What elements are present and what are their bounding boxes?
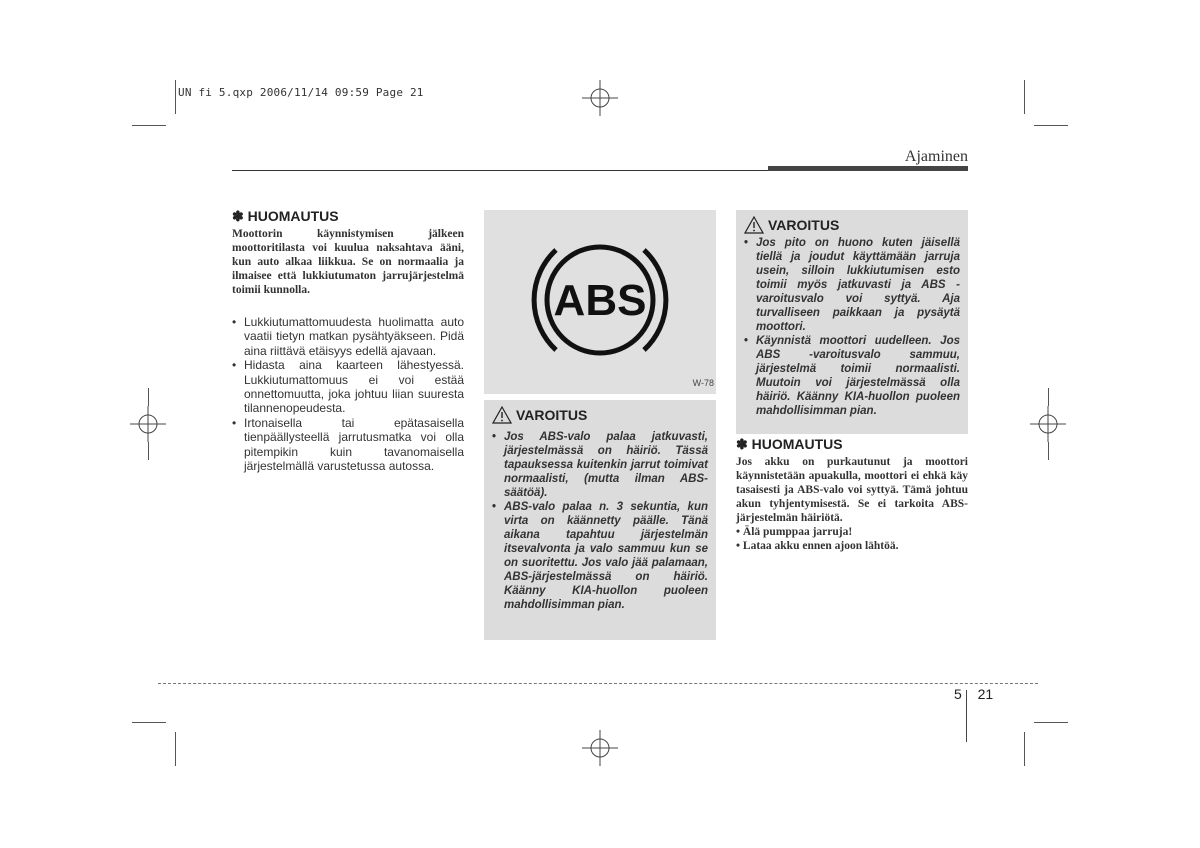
warning-triangle-icon bbox=[744, 216, 764, 234]
side-tick-right bbox=[1048, 388, 1049, 406]
bullet-icon: • bbox=[744, 237, 749, 249]
bullet-list bbox=[232, 315, 464, 473]
list-item: • Lataa akku ennen ajoon lähtöä. bbox=[736, 540, 899, 552]
list-item: • Älä pumppaa jarruja! bbox=[736, 526, 853, 538]
note-symbol-icon: ✽ bbox=[736, 436, 748, 452]
note-list bbox=[736, 525, 968, 553]
registration-mark-right bbox=[1030, 406, 1066, 442]
bullet-icon: • bbox=[232, 315, 237, 329]
warning-triangle-icon bbox=[492, 406, 512, 424]
warning-box bbox=[484, 400, 716, 640]
figure-code: W-78 bbox=[692, 378, 714, 388]
crop-mark-tl-v bbox=[175, 80, 176, 114]
page-number bbox=[954, 686, 993, 702]
note-heading bbox=[736, 436, 968, 453]
warning-title: VAROITUS bbox=[768, 217, 840, 233]
page-number-value: 21 bbox=[977, 686, 994, 702]
crop-mark-tl-h bbox=[132, 125, 166, 126]
warning-list bbox=[744, 236, 960, 418]
crop-mark-bl-h bbox=[132, 722, 166, 723]
crop-mark-bl-v bbox=[175, 732, 176, 766]
note-text: Moottorin käynnistymisen jälkeen moottoritilasta voi kuulua naksahtava ääni, kun auto alkaa liikkua. Se on normaalia ja ilmaisee että lukkiutumaton jarrujärjestelmä toimii kunnolla. bbox=[232, 228, 464, 296]
abs-warning-light-icon bbox=[484, 210, 716, 394]
crop-mark-br-v bbox=[1024, 732, 1025, 766]
list-item: • Käynnistä moottori uudelleen. Jos ABS -varoitusvalo sammuu, järjestelmä toimii normaalisti. Muutoin voi järjestelmässä olla häiriö. Käänny KIA-huollon puoleen mahdollisimman pian. bbox=[744, 335, 960, 417]
abs-label: ABS bbox=[553, 276, 647, 325]
note-heading bbox=[232, 208, 464, 225]
registration-mark-top bbox=[582, 80, 618, 116]
list-item: • Irtonaisella tai epätasaisella tienpäällysteellä jarrutusmatka voi olla pitempikin kuin tavanomaisella järjestelmällä varustetussa autossa. bbox=[232, 415, 464, 474]
warning-heading bbox=[492, 406, 587, 424]
registration-mark-left bbox=[130, 406, 166, 442]
warning-list bbox=[492, 430, 708, 612]
header-rule-accent bbox=[768, 166, 968, 171]
header-rule bbox=[232, 170, 768, 171]
registration-mark-bottom bbox=[582, 730, 618, 766]
list-item: • ABS-valo palaa n. 3 sekuntia, kun virta on käännetty päälle. Tänä aikana tapahtuu järjestelmän itsevalvonta ja valo sammuu kun se on suoritettu. Jos valo jää palamaan, ABS-järjestelmässä on häiriö. Käänny KIA-huollon puoleen mahdollisimman pian. bbox=[492, 501, 708, 611]
bullet-icon: • bbox=[736, 540, 743, 552]
bullet-icon: • bbox=[492, 501, 497, 513]
crop-mark-tr-v bbox=[1024, 80, 1025, 114]
bullet-icon: • bbox=[232, 358, 237, 373]
note-title: HUOMAUTUS bbox=[247, 208, 339, 224]
note-text: Jos akku on purkautunut ja moottori käynnistetään apuakulla, moottori ei ehkä käy tasaisesti ja ABS-valo voi syttyä. Tämä johtuu akun tyhjentymisestä. Se ei tarkoita ABS-järjestelmän häiriötä. bbox=[736, 456, 968, 524]
bullet-icon: • bbox=[492, 431, 497, 443]
note-box bbox=[736, 436, 968, 553]
list-item: • Hidasta aina kaarteen lähestyessä. Lukkiutumattomuus ei voi estää onnettomuutta, joka johtuu liian suuresta tilannenopeudesta. bbox=[232, 358, 464, 416]
list-item: • Jos pito on huono kuten jäisellä tiellä ja joudut käyttämään jarruja usein, silloin lukkiutumisen esto toimii myös jatkuvasti ja ABS -varoitusvalo voi syttyä. Aja turvalliseen paikkaan ja pysäytä moottori. bbox=[744, 237, 960, 333]
abs-figure bbox=[484, 210, 716, 394]
warning-title: VAROITUS bbox=[516, 407, 588, 423]
side-tick-right-b bbox=[1048, 442, 1049, 460]
bullet-icon: • bbox=[744, 335, 749, 347]
bullet-icon: • bbox=[736, 526, 743, 538]
crop-mark-tr-h bbox=[1034, 125, 1068, 126]
warning-heading bbox=[744, 216, 839, 234]
print-slug: UN fi 5.qxp 2006/11/14 09:59 Page 21 bbox=[178, 86, 424, 99]
side-tick-left bbox=[148, 388, 149, 406]
note-title: HUOMAUTUS bbox=[751, 436, 843, 452]
list-item: • Lukkiutumattomuudesta huolimatta auto vaatii tietyn matkan pysähtyäkseen. Pidä aina riittävä etäisyys edellä ajavaan. bbox=[232, 315, 464, 358]
warning-box bbox=[736, 210, 968, 434]
list-item: • Jos ABS-valo palaa jatkuvasti, järjestelmässä on häiriö. Tässä tapauksessa kuitenkin jarrut toimivat normaalisti, (mutta ilman ABS-säätöä). bbox=[492, 431, 708, 499]
side-tick-left-b bbox=[148, 442, 149, 460]
crop-mark-br-h bbox=[1034, 722, 1068, 723]
bullet-icon: • bbox=[232, 415, 237, 430]
note-symbol-icon: ✽ bbox=[232, 208, 244, 224]
footer-dashed-rule bbox=[158, 683, 1038, 684]
column-left bbox=[232, 208, 464, 473]
page-number-divider bbox=[966, 690, 967, 742]
section-title: Ajaminen bbox=[904, 148, 968, 165]
chapter-number: 5 bbox=[954, 686, 962, 702]
